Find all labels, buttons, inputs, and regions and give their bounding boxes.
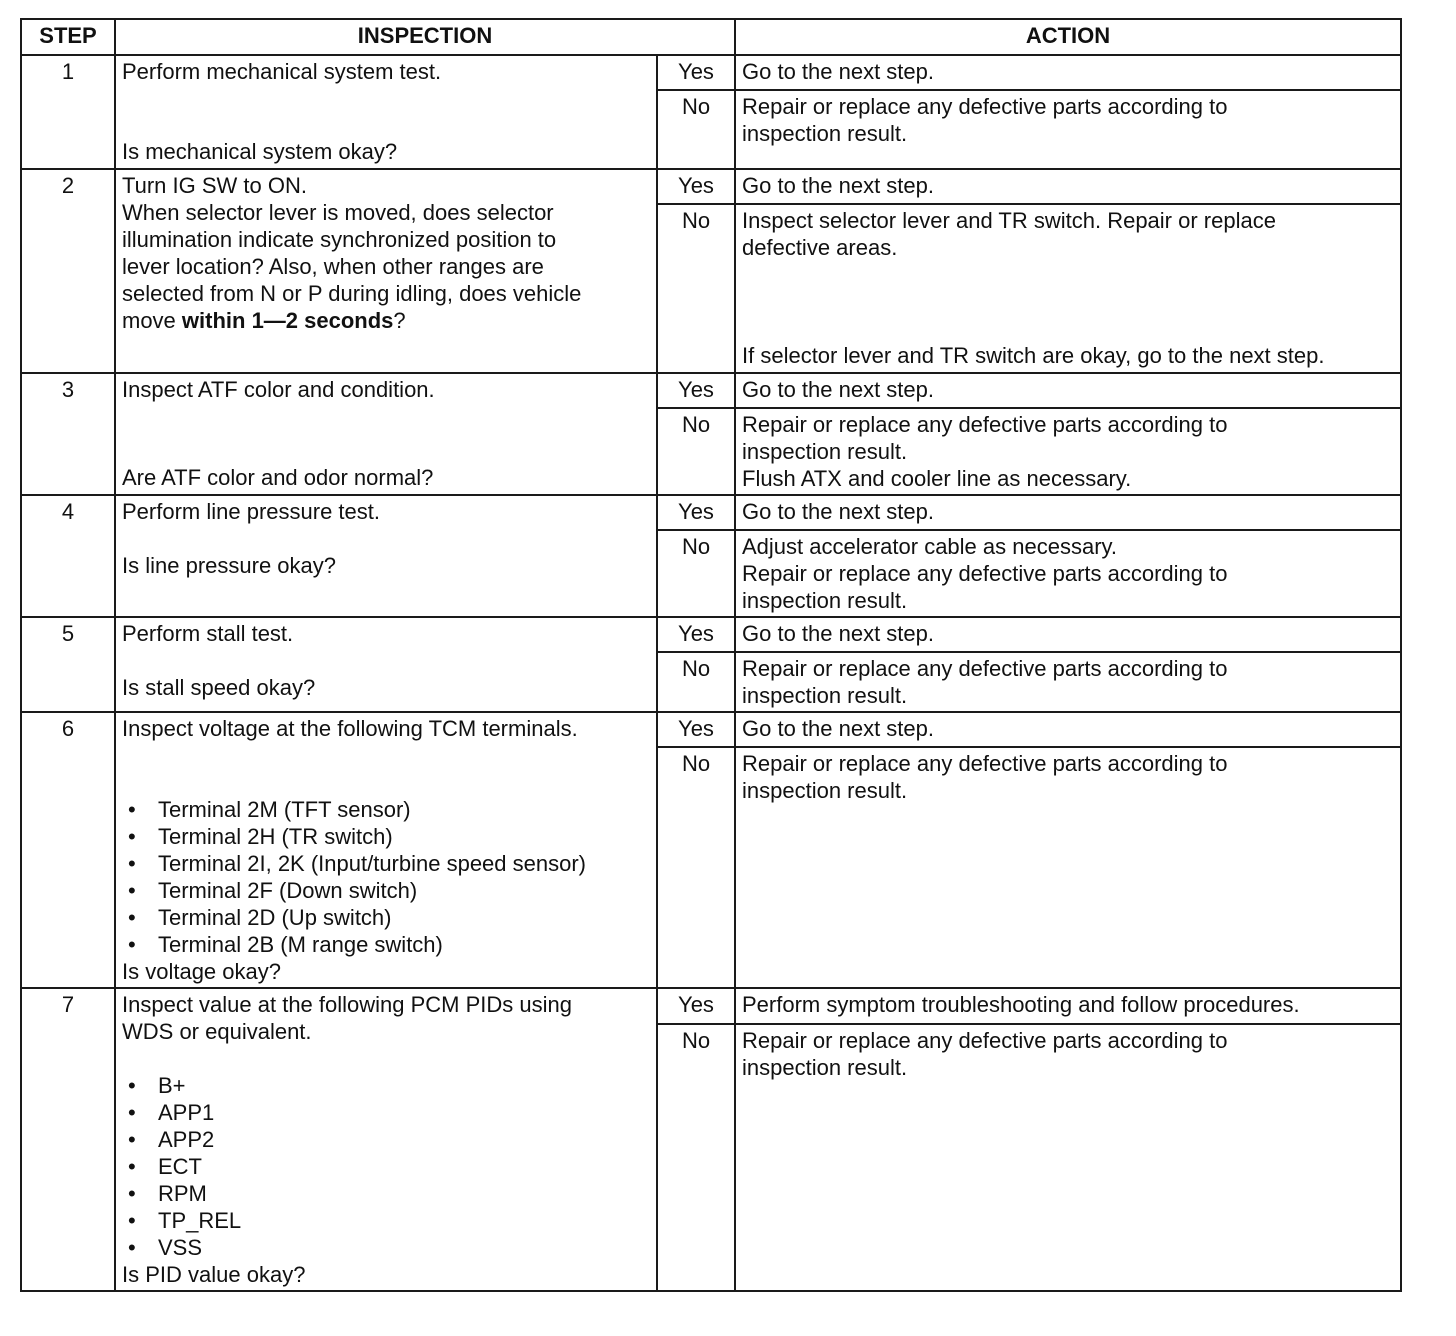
list-item: • VSS [128, 1234, 650, 1261]
header-row [21, 19, 1401, 55]
inspection-time-emphasis: within 1—2 seconds [181, 308, 394, 333]
list-item: • Terminal 2H (TR switch) [128, 823, 650, 850]
inspection-cell [115, 55, 657, 169]
yes-action: Go to the next step. [735, 55, 1401, 90]
step-number: 1 [21, 55, 115, 169]
inspection-text-post: ? [393, 308, 406, 333]
inspection-question: Is PID value okay? [122, 1262, 306, 1287]
list-item: • Terminal 2F (Down switch) [128, 877, 650, 904]
list-item: • Terminal 2B (M range switch) [128, 931, 650, 958]
no-label: No [657, 90, 735, 169]
inspection-text: selected from N or P during idling, does vehicle [122, 281, 582, 306]
inspection-cell [115, 373, 657, 495]
inspection-cell [115, 712, 657, 988]
inspection-text: Perform mechanical system test. [122, 59, 442, 84]
step-number: 7 [21, 988, 115, 1291]
list-item: • RPM [128, 1180, 650, 1207]
action-line: Repair or replace any defective parts according to [742, 656, 1228, 681]
yes-action: Go to the next step. [735, 169, 1401, 204]
list-item: • B+ [128, 1072, 650, 1099]
step-number: 3 [21, 373, 115, 495]
step-6-yes-row [21, 712, 1401, 747]
inspection-text: illumination indicate synchronized position to [122, 227, 557, 252]
step-7-yes-row [21, 988, 1401, 1024]
step-1-yes-row [21, 55, 1401, 90]
action-line: Repair or replace any defective parts according to [742, 1027, 1228, 1053]
inspection-text: Inspect value at the following PCM PIDs using [122, 992, 573, 1017]
list-item: • Terminal 2I, 2K (Input/turbine speed sensor) [128, 850, 650, 877]
spacer [122, 742, 650, 769]
inspection-text-pre: move [122, 308, 182, 333]
action-line: inspection result. [742, 121, 908, 146]
yes-action: Go to the next step. [735, 495, 1401, 530]
inspection-text: Inspect ATF color and condition. [122, 377, 435, 402]
terminal-list [122, 796, 650, 958]
action-line: inspection result. [742, 588, 908, 613]
list-item: • Terminal 2M (TFT sensor) [128, 796, 650, 823]
no-action [735, 90, 1401, 169]
no-action [735, 747, 1401, 988]
yes-label: Yes [657, 55, 735, 90]
no-action [735, 530, 1401, 617]
no-action [735, 652, 1401, 712]
yes-label: Yes [657, 495, 735, 530]
action-line: inspection result. [742, 1054, 908, 1080]
action-line: defective areas. [742, 235, 898, 260]
yes-action: Go to the next step. [735, 373, 1401, 408]
step-number: 2 [21, 169, 115, 373]
inspection-question: Is voltage okay? [122, 959, 281, 984]
inspection-text: Perform stall test. [122, 621, 294, 646]
no-action [735, 408, 1401, 495]
step-2-yes-row [21, 169, 1401, 204]
no-label: No [657, 530, 735, 617]
inspection-text: Perform line pressure test. [122, 499, 380, 524]
step-number: 6 [21, 712, 115, 988]
no-label: No [657, 1024, 735, 1291]
header-step: STEP [21, 19, 115, 55]
inspection-cell [115, 988, 657, 1291]
action-line: Repair or replace any defective parts according to [742, 751, 1228, 777]
inspection-text: When selector lever is moved, does selector [122, 200, 554, 225]
inspection-cell [115, 617, 657, 712]
step-3-yes-row [21, 373, 1401, 408]
no-action [735, 204, 1401, 373]
list-item: • APP2 [128, 1126, 650, 1153]
inspection-text: Turn IG SW to ON. [122, 173, 307, 198]
no-label: No [657, 747, 735, 988]
yes-label: Yes [657, 617, 735, 652]
action-line: Repair or replace any defective parts according to [742, 412, 1228, 437]
no-label: No [657, 652, 735, 712]
inspection-cell [115, 495, 657, 617]
inspection-question: Are ATF color and odor normal? [122, 465, 434, 490]
inspection-question: Is mechanical system okay? [122, 139, 398, 164]
step-4-yes-row [21, 495, 1401, 530]
list-item: • ECT [128, 1153, 650, 1180]
action-line: If selector lever and TR switch are okay, go to the next step. [742, 343, 1325, 368]
inspection-cell [115, 169, 657, 373]
no-label: No [657, 204, 735, 373]
yes-label: Yes [657, 169, 735, 204]
spacer [122, 1045, 650, 1072]
action-line: Repair or replace any defective parts according to [742, 561, 1228, 586]
spacer [122, 769, 650, 796]
inspection-text: lever location? Also, when other ranges are [122, 254, 544, 279]
yes-action: Go to the next step. [735, 617, 1401, 652]
list-item: • APP1 [128, 1099, 650, 1126]
inspection-text: Inspect voltage at the following TCM terminals. [122, 716, 578, 741]
yes-action: Perform symptom troubleshooting and follow procedures. [735, 988, 1401, 1024]
list-item: • TP_REL [128, 1207, 650, 1234]
action-line: Flush ATX and cooler line as necessary. [742, 466, 1132, 491]
list-item: • Terminal 2D (Up switch) [128, 904, 650, 931]
inspection-question: Is line pressure okay? [122, 553, 336, 578]
pid-list [122, 1072, 650, 1261]
action-line: inspection result. [742, 683, 908, 708]
action-line: Repair or replace any defective parts according to [742, 94, 1228, 119]
inspection-text: WDS or equivalent. [122, 1019, 312, 1044]
action-line: Adjust accelerator cable as necessary. [742, 534, 1117, 559]
inspection-text-last [122, 307, 650, 334]
action-line: inspection result. [742, 439, 908, 464]
yes-label: Yes [657, 712, 735, 747]
step-number: 4 [21, 495, 115, 617]
yes-label: Yes [657, 988, 735, 1024]
yes-label: Yes [657, 373, 735, 408]
no-action [735, 1024, 1401, 1291]
step-5-yes-row [21, 617, 1401, 652]
spacer [122, 525, 650, 552]
step-number: 5 [21, 617, 115, 712]
header-action: ACTION [735, 19, 1401, 55]
yes-action: Go to the next step. [735, 712, 1401, 747]
action-line: Inspect selector lever and TR switch. Repair or replace [742, 208, 1276, 233]
header-inspection: INSPECTION [115, 19, 735, 55]
spacer [122, 647, 650, 674]
no-label: No [657, 408, 735, 495]
inspection-question: Is stall speed okay? [122, 675, 316, 700]
diagnostic-procedure-table [20, 18, 1402, 1292]
action-line: inspection result. [742, 778, 908, 804]
